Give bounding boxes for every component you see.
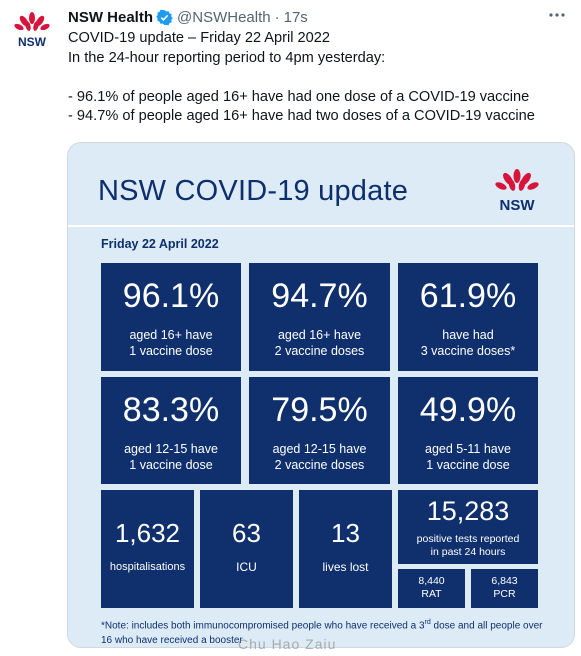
positive-tests-tile	[398, 490, 538, 564]
positive-tests-label-line1: positive tests reported	[416, 533, 520, 545]
waratah-logo-icon	[12, 10, 52, 50]
stat-tile	[398, 377, 538, 484]
verified-badge-icon	[156, 9, 173, 26]
footnote-text-cont: dose and all people over 16 who have received a booster	[101, 620, 543, 647]
stat-label-line2: 1 vaccine dose	[129, 344, 213, 358]
stat-value: 79.5%	[271, 391, 368, 429]
stat-value: 49.9%	[419, 391, 517, 429]
lives-lost-tile	[299, 490, 392, 608]
rat-tile	[398, 569, 465, 608]
stat-value: 96.1%	[122, 277, 220, 315]
stat-label-line1: aged 16+ have	[277, 328, 362, 342]
icu-value: 63	[232, 518, 261, 548]
tweet-header	[68, 6, 548, 28]
card-date: Friday 22 April 2022	[101, 237, 219, 251]
more-options-icon[interactable]	[547, 8, 567, 22]
positive-tests-value: 15,283	[426, 496, 510, 526]
stat-tile	[101, 263, 241, 371]
icu-label: ICU	[236, 560, 257, 574]
stat-label-line2: 1 vaccine dose	[426, 458, 510, 472]
rat-label: RAT	[421, 588, 442, 600]
tweet-line: COVID-19 update – Friday 22 April 2022	[68, 30, 331, 46]
card-divider	[68, 225, 574, 227]
avatar[interactable]	[12, 10, 52, 50]
stat-label-line2: 1 vaccine dose	[129, 458, 213, 472]
svg-text:NSW: NSW	[499, 197, 535, 213]
tweet-blank-line	[68, 68, 548, 88]
stat-label-line2: 3 vaccine doses*	[420, 344, 516, 358]
lives-lost-label: lives lost	[322, 560, 369, 574]
stat-label-line1: have had	[442, 328, 494, 342]
tweet-line: - 94.7% of people aged 16+ have had two doses of a COVID-19 vaccine	[68, 108, 535, 124]
pcr-tile	[471, 569, 538, 608]
stat-label-line1: aged 12-15 have	[272, 442, 367, 456]
stat-value: 61.9%	[419, 277, 517, 315]
svg-text:NSW: NSW	[18, 35, 46, 49]
stat-label-line1: aged 5-11 have	[425, 442, 511, 456]
stat-label-line1: aged 12-15 have	[124, 442, 218, 456]
footnote-text: *Note: includes both immunocompromised people who have received a 3	[101, 620, 425, 632]
stat-value: 83.3%	[122, 391, 220, 429]
stat-tile	[249, 263, 390, 371]
stat-label-line1: aged 16+ have	[129, 328, 213, 342]
tweet-line: In the 24-hour reporting period to 4pm yesterday:	[68, 49, 386, 66]
positive-tests-label-line2: in past 24 hours	[430, 546, 506, 558]
pcr-label: PCR	[493, 588, 516, 600]
author-handle[interactable]: @NSWHealth	[177, 8, 271, 26]
hospitalisations-tile	[101, 490, 194, 608]
tweet-text	[68, 29, 548, 127]
card-title: NSW COVID-19 update	[98, 175, 409, 207]
rat-value: 8,440	[418, 575, 445, 587]
tweet-image-card[interactable]	[67, 142, 575, 648]
stat-value: 94.7%	[271, 277, 368, 315]
tweet-timestamp[interactable]: 17s	[283, 8, 308, 26]
stat-tile	[398, 263, 538, 371]
stat-label-line2: 2 vaccine doses	[274, 458, 365, 472]
hospitalisations-value: 1,632	[114, 518, 181, 548]
stat-label-line2: 2 vaccine doses	[274, 344, 365, 358]
stat-tile	[249, 377, 390, 484]
author-name[interactable]: NSW Health	[68, 8, 154, 26]
stat-tile	[101, 377, 241, 484]
hospitalisations-label: hospitalisations	[109, 561, 186, 573]
tweet-body	[68, 6, 548, 127]
lives-lost-value: 13	[331, 518, 360, 548]
footnote-superscript: rd	[424, 619, 431, 626]
nsw-logo-icon	[492, 167, 542, 213]
icu-tile	[200, 490, 293, 608]
tweet-line: - 96.1% of people aged 16+ have had one dose of a COVID-19 vaccine	[68, 88, 530, 105]
pcr-value: 6,843	[491, 575, 518, 587]
watermark: Chu Hao Zaiu	[238, 636, 337, 652]
header-separator: ·	[274, 8, 280, 26]
